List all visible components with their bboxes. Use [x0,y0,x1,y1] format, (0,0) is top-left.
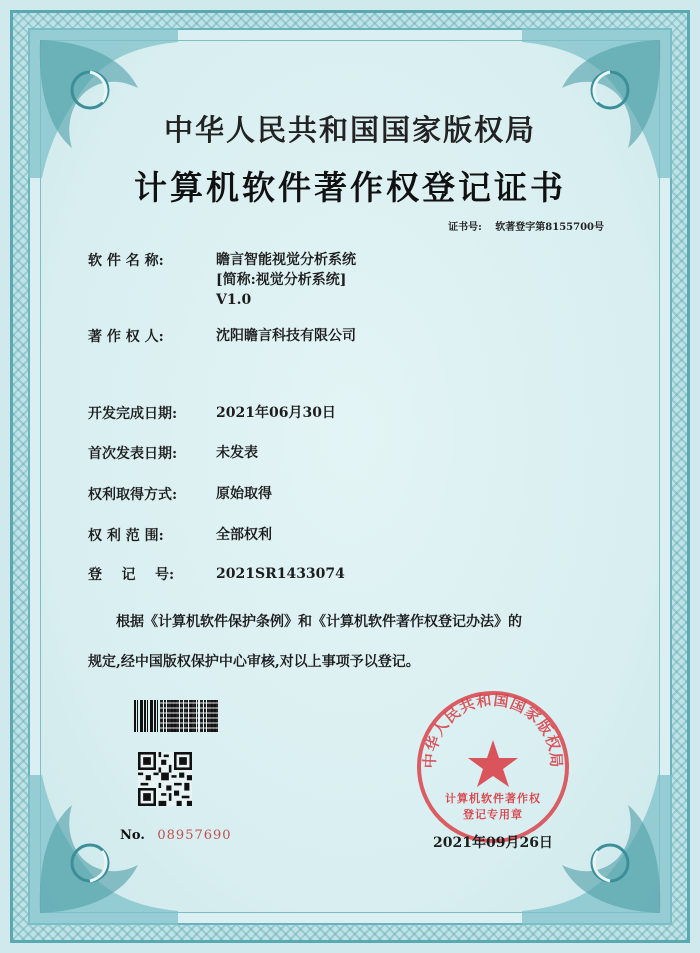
star-icon [468,740,518,787]
barcode-pattern [160,700,218,732]
serial-number [120,828,232,843]
first-publication-date-value: 未发表 [216,445,258,461]
corner-ornament-icon [28,28,178,178]
field-copyright-owner [88,326,356,346]
certificate-number-label: 证书号: [448,222,482,233]
certificate-title: 计算机软件著作权登记证书 [134,168,566,207]
software-version-value: V1.0 [216,292,252,308]
completion-date-value: 2021年06月30日 [216,405,336,421]
field-label: 权利取得方式: [88,487,178,503]
field-label: 首次发表日期: [88,446,178,462]
field-label: 著 作 权 人: [88,329,164,345]
acquisition-method-value: 原始取得 [216,486,272,502]
software-name-value: 瞻言智能视觉分析系统 [216,252,356,268]
seal-center-text-1: 计算机软件著作权 [445,792,541,805]
field-scope-of-rights [88,525,272,545]
certificate-number [448,218,604,233]
field-label: 软 件 名 称: [88,253,164,269]
corner-ornament-icon [522,28,672,178]
field-first-publication-date [88,443,258,463]
software-short-name-value: [简称:视觉分析系统] [216,272,347,288]
seal-ring-text: 中华人民共和国国家版权局 [420,690,566,769]
serial-number-label: No. [120,828,145,843]
official-seal [414,688,572,846]
scope-of-rights-value: 全部权利 [216,527,272,543]
field-acquisition-method [88,484,272,504]
field-registration-number [88,564,345,584]
registration-number-value: 2021SR1433074 [216,566,345,582]
field-completion-date [88,403,336,423]
certificate-number-value: 软著登字第8155700号 [495,222,604,233]
statement-line-1: 根据《计算机软件保护条例》和《计算机软件著作权登记办法》的 [116,614,522,630]
issue-date: 2021年09月26日 [433,835,553,851]
field-label: 权 利 范 围: [88,528,164,544]
field-label: 开发完成日期: [88,406,178,422]
seal-center-text-2: 登记专用章 [463,808,523,821]
field-software-name [88,250,356,310]
qr-code-icon [138,752,192,806]
serial-number-value: 08957690 [157,828,232,843]
field-label: 登 记 号: [88,567,175,583]
statement-line-2: 规定,经中国版权保护中心审核,对以上事项予以登记。 [88,654,420,670]
issuing-authority-title: 中华人民共和国国家版权局 [163,113,536,147]
copyright-owner-value: 沈阳瞻言科技有限公司 [216,328,356,344]
